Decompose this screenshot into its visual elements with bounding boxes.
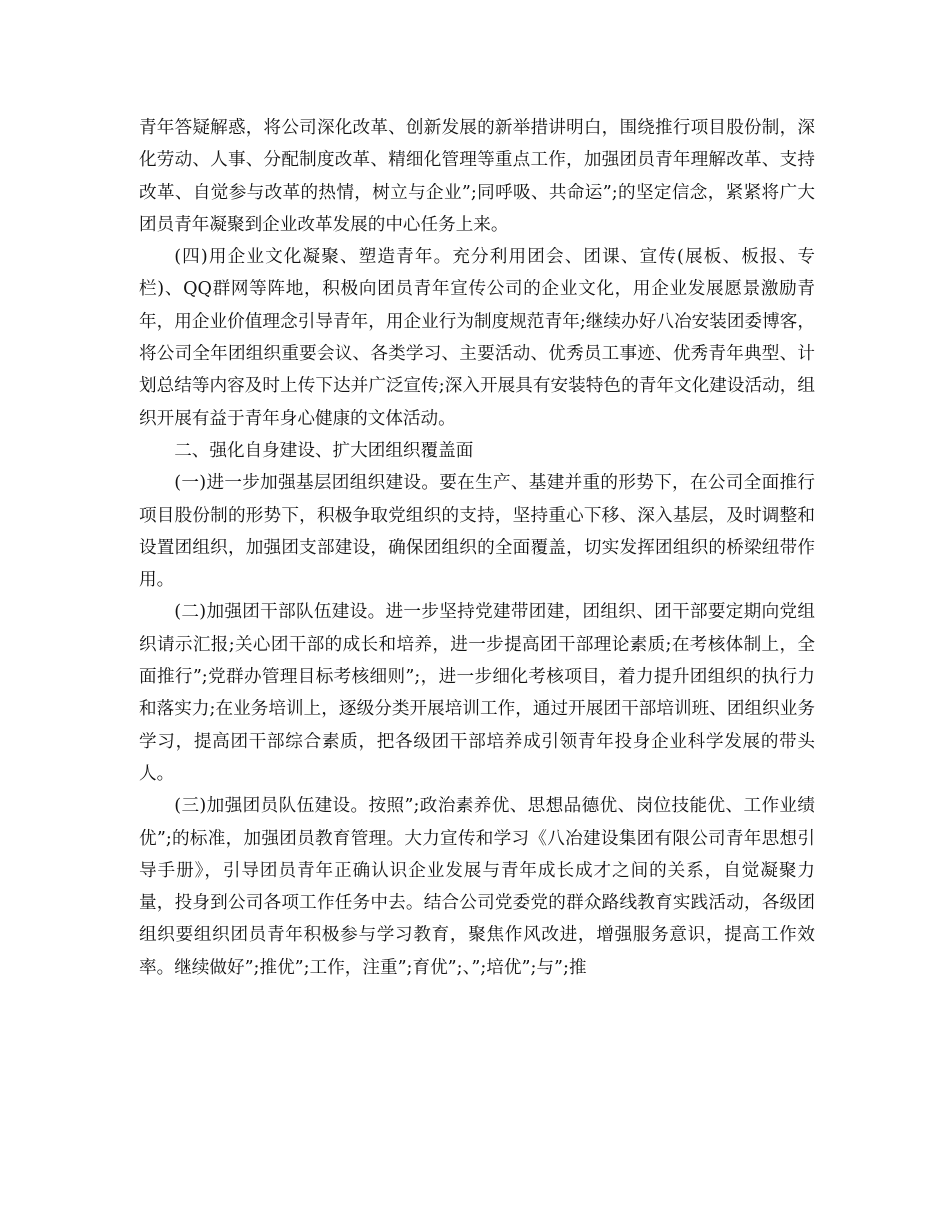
document-body xyxy=(139,112,815,984)
paragraph-continued-intro: 青年答疑解惑，将公司深化改革、创新发展的新举措讲明白，围绕推行项目股份制，深化劳动、人事、分配制度改革、精细化管理等重点工作，加强团员青年理解改革、支持改革、自觉参与改革的热情，树立与企业”;同呼吸、共命运”;的坚定信念，紧紧将广大团员青年凝聚到企业改革发展的中心任务上来。 xyxy=(139,118,815,235)
paragraph-enterprise-culture: (四)用企业文化凝聚、塑造青年。充分利用团会、团课、宣传(展板、板报、专栏)、QQ群网等阵地，积极向团员青年宣传公司的企业文化，用企业发展愿景激励青年，用企业价值理念引导青年，用企业行为制度规范青年;继续办好八冶安装团委博客，将公司全年团组织重要会议、各类学习、主要活动、优秀员工事迹、优秀青年典型、计划总结等内容及时上传下达并广泛宣传;深入开展具有安装特色的青年文化建设活动，组织开展有益于青年身心健康的文体活动。 xyxy=(139,247,815,429)
paragraph-cadre-team: (二)加强团干部队伍建设。进一步坚持党建带团建，团组织、团干部要定期向党组织请示汇报;关心团干部的成长和培养，进一步提高团干部理论素质;在考核体制上，全面推行”;党群办管理目标考核细则”;，进一步细化考核项目，着力提升团组织的执行力和落实力;在业务培训上，逐级分类开展培训工作，通过开展团干部培训班、团组织业务学习，提高团干部综合素质，把各级团干部培养成引领青年投身企业科学发展的带头人。 xyxy=(139,602,815,784)
paragraph-member-team: (三)加强团员队伍建设。按照”;政治素养优、思想品德优、岗位技能优、工作业绩优”;的标准，加强团员教育管理。大力宣传和学习《八冶建设集团有限公司青年思想引导手册》，引导团员青年正确认识企业发展与青年成长成才之间的关系，自觉凝聚力量，投身到公司各项工作任务中去。结合公司党委党的群众路线教育实践活动，各级团组织要组织团员青年积极参与学习教育，聚焦作风改进，增强服务意识，提高工作效率。继续做好”;推优”;工作，注重”;育优”;、”;培优”;与”;推 xyxy=(139,796,815,978)
section-heading-self-building: 二、强化自身建设、扩大团组织覆盖面 xyxy=(174,440,474,461)
paragraph-grassroots-organization: (一)进一步加强基层团组织建设。要在生产、基建并重的形势下，在公司全面推行项目股份制的形势下，积极争取党组织的支持，坚持重心下移、深入基层，及时调整和设置团组织，加强团支部建设，确保团组织的全面覆盖，切实发挥团组织的桥梁纽带作用。 xyxy=(139,473,815,591)
